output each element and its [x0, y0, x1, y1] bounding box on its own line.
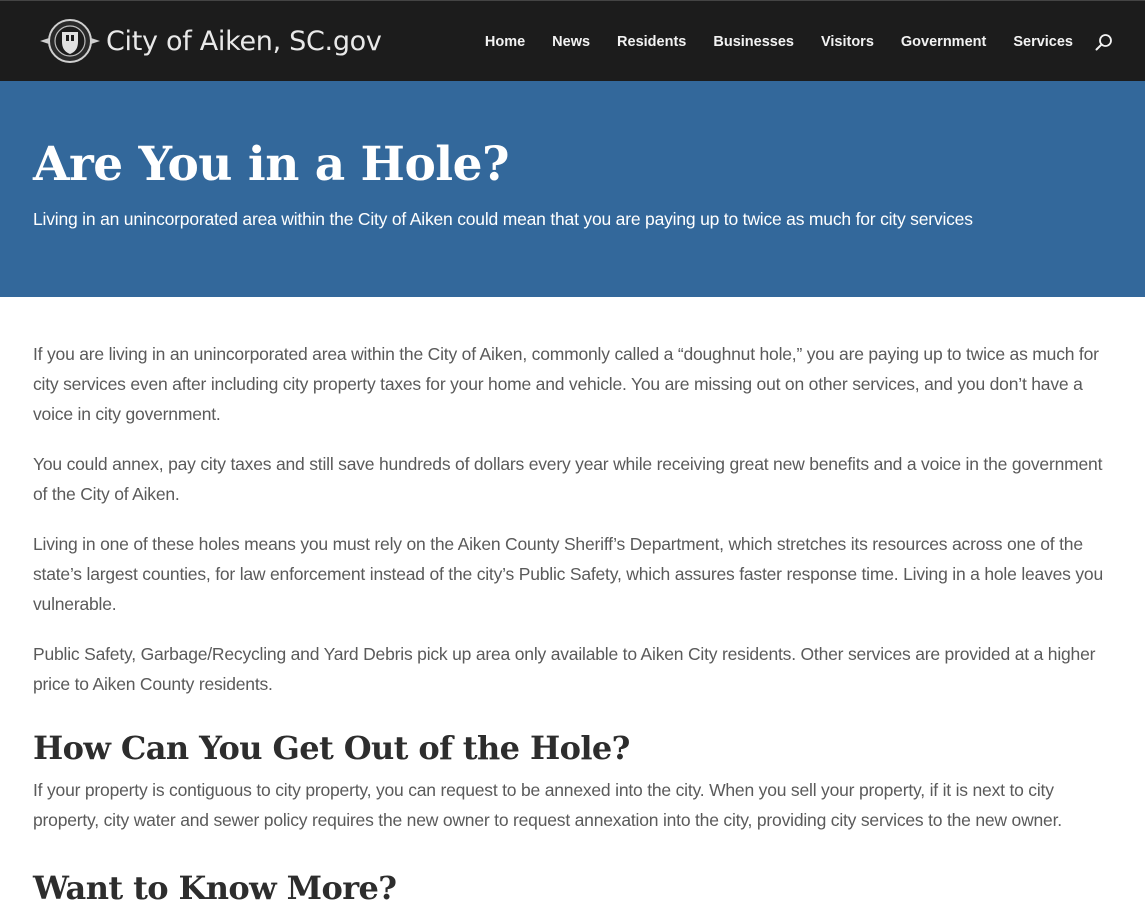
section-heading-get-out: How Can You Get Out of the Hole? [33, 729, 630, 767]
nav-visitors[interactable]: Visitors [820, 33, 874, 50]
nav-services[interactable]: Services [1013, 33, 1073, 50]
main-content [0, 297, 1145, 907]
site-logo-link[interactable] [40, 18, 382, 64]
search-icon[interactable] [1095, 33, 1113, 51]
main-nav [458, 1, 1073, 82]
section-heading-know-more: Want to Know More? [33, 869, 397, 907]
nav-residents[interactable]: Residents [617, 33, 687, 50]
intro-paragraph: If you are living in an unincorporated area within the City of Aiken, commonly called a “doughnut hole,” you are paying up to twice as much for city services even after including city property taxes for your home and vehicle. You are missing out on other services, and you don’t have a voice in city government. [33, 344, 1099, 424]
page-subtitle: Living in an unincorporated area within the City of Aiken could mean that you are paying up to twice as much for city services [33, 209, 973, 229]
nav-government[interactable]: Government [900, 33, 987, 50]
services-paragraph: Public Safety, Garbage/Recycling and Yard Debris pick up area only available to Aiken City residents. Other services are provided at a higher price to Aiken County residents. [33, 644, 1096, 694]
nav-home[interactable]: Home [484, 33, 526, 50]
annex-paragraph: You could annex, pay city taxes and still save hundreds of dollars every year while receiving great new benefits and a voice in the government of the City of Aiken. [33, 454, 1103, 504]
city-seal-icon [40, 18, 96, 64]
hero-banner [0, 81, 1145, 297]
site-brand-name: City of Aiken, SC.gov [106, 25, 382, 57]
sheriff-paragraph: Living in one of these holes means you must rely on the Aiken County Sheriff’s Department, which stretches its resources across one of the state’s largest counties, for law enforcement instead of the city’s Public Safety, which assures faster response time. Living in a hole leaves you vulnerable. [33, 534, 1103, 614]
get-out-paragraph: If your property is contiguous to city property, you can request to be annexed into the city. When you sell your property, if it is next to city property, city water and sewer policy requires the new owner to request annexation into the city, providing city services to the new owner. [33, 780, 1062, 830]
nav-news[interactable]: News [552, 33, 591, 50]
page-title: Are You in a Hole? [33, 137, 510, 192]
site-header [0, 0, 1145, 81]
nav-businesses[interactable]: Businesses [713, 33, 794, 50]
